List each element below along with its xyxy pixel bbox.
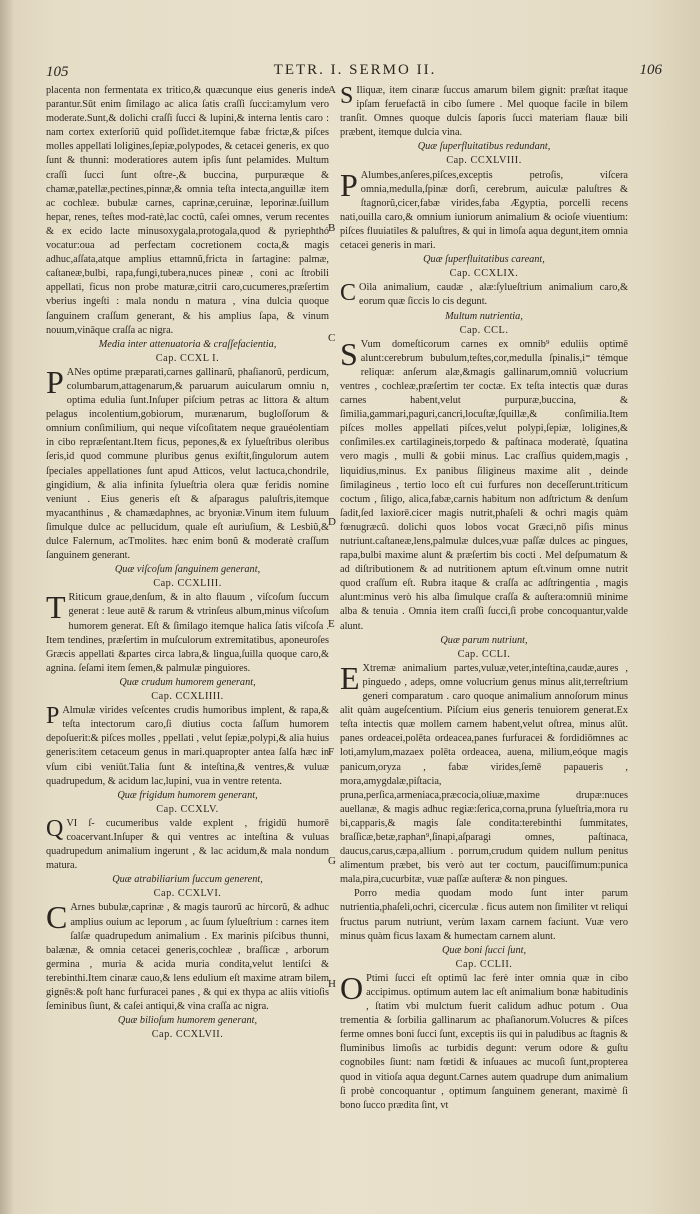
folio-right: 106 bbox=[639, 62, 662, 78]
drop-cap: C bbox=[46, 899, 68, 936]
left-heading-6: Quæ bilioſum humorem generant, bbox=[117, 1015, 258, 1027]
left-paragraph-5: QVI ſ- cucumeribus valde explent , frigidū humorē coacervant.Inſuper & qui ventres ac inteſtina & vuluas quadrupedum animalium ingerunt , & lac acidum,& mala nondum matura. bbox=[46, 815, 329, 872]
left-chapter-5: Cap. CCXLVI. bbox=[153, 888, 222, 900]
right-column bbox=[340, 84, 628, 1113]
left-paragraph-3: T Riticum graue,denſum, & in alto flauum , viſcoſum ſuccum generat : leue autē & rarum & vtrinſeus album,minus viſcoſum humorem generat. Eſt & ſimilago itemque halica ſatis viſcoſa . Item tendines, præſertim in muſculorum extremitatibus, aponeuroſes Græcis appellati &partes circa labra,& lingua,ſuilla quoque caro,& agnina. ſeſami item ſemen,& palmulæ pinguiores. bbox=[46, 589, 329, 674]
drop-cap: Q bbox=[46, 815, 64, 842]
margin-letter-a: A bbox=[328, 84, 336, 96]
left-chapter-6: Cap. CCXLVII. bbox=[151, 1029, 224, 1041]
left-chapter-2: Cap. CCXLIII. bbox=[153, 578, 222, 590]
running-head: TETR. I. SERMO II. bbox=[273, 62, 437, 78]
right-heading-4: Quæ parum nutriunt, bbox=[440, 634, 528, 646]
right-paragraph-2: P Alumbes,anſeres,piſces,exceptis petroſis, viſcera omnia,medulla,ſpinæ dorſi, cerebrum, auiculæ paluſtres & ſtagnorũ,cicer,fabæ virides,faba Ægyptia, porcelli recens nati,ouilla caro,& omnium iuniorum animalium & ocioſe viuentium: piſces fluuiatiles & paluſtres, & qui in limoſa aqua degunt,item omnia cetacei generis in mari. bbox=[340, 166, 628, 252]
left-paragraph-1: placenta non fermentata ex tritico,& quæcunque eius generis inde parantur.Sūt enim ſimilago ac alica ſatis craſſi ſucci:amylum vero moderate.Sunt,& dolichi craſſi ſucci & lupini,& interna lentis caro : nam cortex exterſoriũ quid poſſidet.itemque fabæ frictæ,& piſces molles appellati loligines,ſepiæ,polypodes, & cetacei generis, ex quo ſunt & thunni: moderatiores autem ipſis ſunt pelamides. Multum craſſi ſucci ſunt oſtre-,& buccina, purpuræque & chamæ,patellæ,pectines,pinnæ,& omnia teſta intecta,anguillæ item ac cochleæ. bubulæ carnes, caprinæ,ceruinæ, leporinæ.ſuillum hepar, renes, teſtes mod-ratè,lac coctũ, caſei omnes, verum recentes & ex ecido lacte minusoxygala,protogala,quod & pyriephthó vocatur:oua ad perfectam cocretionem cocta,& magis adhuc,aſſata,atque amplius ettamnũ,fricta in ſartagine: palmæ, caſtaneæ,bulbi, rapa,fungi,tubera,nuces pineæ , coni ac ſtrobili appellati, ficus non probe maturæ,citrii caro,cucumeres,præſertim vberius ingeſti : mala nondu n matura , vina dulcia quoque ſanguinem craſſum generant, & his amplius ſapa, & vinum nouum,vināque craſſa ac nigra. bbox=[46, 85, 329, 336]
right-chapter-3: Cap. CCL. bbox=[459, 324, 509, 336]
drop-cap: T bbox=[46, 589, 66, 626]
margin-letter-d: D bbox=[328, 516, 336, 528]
right-heading-2: Quæ ſuperfluitatibus careant, bbox=[423, 254, 545, 266]
right-paragraph-7: O Ptimi ſucci eſt optimū lac ferè inter omnia quæ in cibo accipimus. optimum autem lac eſt animalium bonæ habitudinis , ſtatim vbi mulctum fuerit calidum adhuc potum . Oua trementia & ſorbilia gallinarum ac phaſianorum.Volucres & piſces ferme omnes boni ſucci ſunt, exceptis iis qui in paludibus ac ſtagnis & fluminibus limoſis ac turbidis degunt: verum odore & guſtu cognobiles ſiunt: nam fœtidi & inſuaues ac mucoſi ſunt,propterea quod in vitioſa aqua degunt.Carnes autem quadrupe dum animalium ſi probè concoquantur , optimum ſanguinem generant, maximè ſi bono ſucco prædita ſint, vt bbox=[340, 969, 628, 1111]
margin-letter-g: G bbox=[328, 855, 336, 867]
right-chapter-5: Cap. CCLII. bbox=[455, 958, 513, 970]
drop-cap: P bbox=[46, 363, 64, 400]
drop-cap: P bbox=[340, 166, 358, 203]
drop-cap: C bbox=[340, 280, 357, 307]
left-paragraph-6: C Arnes bubulæ,caprinæ , & magis taurorũ ac hircorũ, & adhuc amplius ouium ac leporum , ac ſuum ſylueſtrium : carnes item ſalſæ quadrupedum animalium . Ex marinis piſcibus thunni, balænæ, & omnia cetacei generis,cochleæ , braſſicæ , arborum germina , muria & acida muria condita,velut lentiſci & terebinthi.Item cinaræ cauo,& lens edulium eſt maxime atram bilem gignēs:& poſt hanc furfuracei panes , & qui ex thypa ac aliis vitioſis ſeminibus ſiunt, & caſei antiqui,& vina craſſa ac nigra. bbox=[46, 899, 329, 1013]
right-heading-1: Quæ ſuperfluitatibus redundant, bbox=[417, 141, 551, 153]
drop-cap: O bbox=[340, 969, 364, 1006]
left-chapter-3: Cap. CCXLIIII. bbox=[151, 691, 224, 703]
right-paragraph-5: E Xtremæ animalium partes,vuluæ,veter,inteſtina,caudæ,aures , pinguedo , adeps, omne volucrium genus minus alit,terreſtrium generi comparatum . caro quoque animalium annoſorum minus alit quàm augeſcentium. Piſcium eius generis tenuiorem generat.Ex teſta intectis quæ mollem carnem habent,velut oſtrea, minus alūt. panes ordeacei,polēta ordeacea,panes furfuracei & fordidiōmnes ac loti,amylum,mazaex polēta ordeacea, auena, milium,eóque magis panicum,oryza , fabæ virides,ſemē papaueris , mora,amygdalæ,piſtacia, pruna,perſica,armeniaca,præcocia,oliuæ,maxime drupæ:nuces auellanæ, & magis adhuc regiæ:ſerica,corna,pruna ſylueſtria,mora ru bi,capparis,& magis ſale condita:terebinthi ſummitates, braſſicæ,betæ,raphan⁹,ſinapi,aſparagi omnes, paſtinaca, daucus,carus,cæpa,allium . porrum,crudum quidem nullum penitus alimentum præbet, bis verò aut ter coctum, pauciſſimum:punica mala,pira,cucurbitæ, vuæ paſſæ auſteræ & non pingues. bbox=[340, 659, 628, 886]
drop-cap: S bbox=[340, 83, 354, 109]
margin-letter-b: B bbox=[328, 222, 336, 234]
drop-cap: P bbox=[46, 703, 60, 730]
margin-letter-h: H bbox=[328, 978, 336, 990]
left-heading-3: Quæ crudum humorem generant, bbox=[119, 676, 256, 688]
margin-letter-c: C bbox=[328, 332, 336, 344]
right-paragraph-3: C Oila animalium, caudæ , alæ:ſylueſtrium animalium caro,& eorum quæ ſiccis lo cis degunt. bbox=[340, 280, 628, 308]
left-paragraph-4: P Almulæ virides veſcentes crudis humoribus implent, & rapa,& teſta intectorum caro,ſi diutius cocta ſaſſum humorem depoſuerit:& piſces molles , ppellati , velut ſepiæ,polypi,& alia huius generis:item cetaceum genus in mari.quapropter antea ſalſa hæc in vſum cibi veniūt.Talia ſunt & inteſtina,& ventres,& vuluæ quadrupedum, & acidum lac,lupini, vua in ventre retenta. bbox=[46, 703, 329, 787]
margin-letter-f: F bbox=[328, 746, 335, 758]
left-heading-1: Media inter attenuatoria & craſſefacientia, bbox=[98, 338, 277, 350]
right-chapter-1: Cap. CCXLVIII. bbox=[446, 155, 522, 167]
left-heading-4: Quæ frigidum humorem generant, bbox=[117, 789, 258, 801]
left-paragraph-2: P ANes optime præparati,carnes gallinarũ, phaſianorũ, perdicum, columbarum,attagenarum,& paruarum auicularum omniu n, optima edulia ſunt.Inſuper piſcium petras ac littora & altum pelagus incolentium,gobiorum, murænarum, bugloſſorum & omnium conſimilium, qui neque viſcoſitatem neque grauéolentiam in cibo repræſentant.Item ficus, pepones,& ex ſylueſtribus oleribus ſeris,id quod commune pluribus genus exiſtit,ſingulorum autem ſpeciales appellationes ſunt apud Atticos, velut lactuca,chondrile, gingidium, & alia infinita ſylueſtria olera quæ feridis nomine veniunt . Eius generis eſt & aſparagus paluſtris,itemque myacanthinus , & chamædaphnes, ac bryoniæ.Vinum item fuluum ſimulque dulce ac pellucidum, quale eſt auriuſium, & Lesbiũ,& dulce Falernum, acTmolites. hæc enim bonũ & moderatè craſſum ſanguinem generant. bbox=[46, 363, 329, 562]
left-heading-5: Quæ atrabiliarium ſuccum generent, bbox=[112, 874, 263, 886]
right-chapter-2: Cap. CCXLIX. bbox=[449, 268, 519, 280]
left-column bbox=[46, 84, 329, 1042]
right-heading-5: Quæ boni ſucci ſunt, bbox=[441, 944, 527, 956]
folio-left: 105 bbox=[46, 64, 69, 80]
drop-cap: S bbox=[340, 335, 358, 372]
left-chapter-1: Cap. CCXL I. bbox=[155, 352, 220, 364]
right-paragraph-4: S Vum domeſticorum carnes ex omnib⁹ eduliis optimē alunt:cerebrum bubulum,teſtes,cor,medulla ſpinalis,i⁼ témque reliquæ: anſerum alæ,&magis gallinarum,omniũ volucrium ventres , cochleæ,præſertim ter coctæ. Ex teſta intectis quæ duras carnes habent,velut purpuræ,buccina, & ſimilia,gammari,paguri,cancri,locuſtæ,ſquillæ,& conſimilia.Item piſces molles appellati piſces,velut polypi,ſepiæ, loligines,& conſimiles.ex cartilagineis,torpedo & paſtinaca moderatè, ſquatina vero magis , mulli & gobii minus. Lac craſſius quidem,magis , liquidius,minus. Ex panibus ſiligineus maxime alit , deinde ſimilagineus , tertio loco eſt cui furfures non deceſſerunt.triticum coctum , ſiligo, alica,fabæ,carnis habitum non adſtrictum & denſum ſadit,ſed laxiorē.cicer magis nutrit,phaſeli & ochri magis quàm fœnugræcũ. dolichi quos lobos vocat Græci,nō piſis minus nutriunt.caſtaneæ,lens,palmulæ dulces,vuæ paſſæ dulces ac pingues, rapa,bulbi maxime alunt & præſertim bis cocti . Mel deſpumatum & ad diſtributionem & ad nutritionem aptum eſt.vinum omne nutrit quod craſſum eſt. Rubra itaque & craſſa ac adſtringentia , magis alunt:minus verò his alba ſimulque craſſa & auſtera:omniū minime alba & tenuia . Omnia item craſſi ſucci,ſi probe concoquantur,valde alunt. bbox=[340, 335, 628, 632]
left-chapter-4: Cap. CCXLV. bbox=[156, 803, 219, 815]
drop-cap: E bbox=[340, 659, 360, 696]
left-heading-2: Quæ viſcoſum ſanguinem generant, bbox=[114, 564, 261, 576]
page-header bbox=[40, 62, 670, 84]
right-paragraph-1: S Iliquæ, item cinaræ ſuccus amarum bilem gignit: præſtat itaque ipſam feruefactā in cibo ſumere . Mel quoque facile in bilem tranſit. Omnes quoque dulcis ſaporis ſucci materiam flauæ bili præbent, itemque dulcia vina. bbox=[340, 83, 628, 139]
right-paragraph-6: Porro media quodam modo ſunt inter parum nutrientia,phaſeli,ochri, cicerculæ . ficus autem non ſimiliter vt reliqui fructus parum nutriunt, verùm laxam carnem faciunt. Vuæ vero minus quàm ficus laxam & humectam carnem alunt. bbox=[340, 888, 628, 942]
margin-letter-e: E bbox=[328, 618, 335, 630]
right-heading-3: Multum nutrientia, bbox=[445, 310, 523, 322]
page-gutter-shadow bbox=[0, 0, 14, 1214]
right-chapter-4: Cap. CCLI. bbox=[457, 648, 511, 660]
